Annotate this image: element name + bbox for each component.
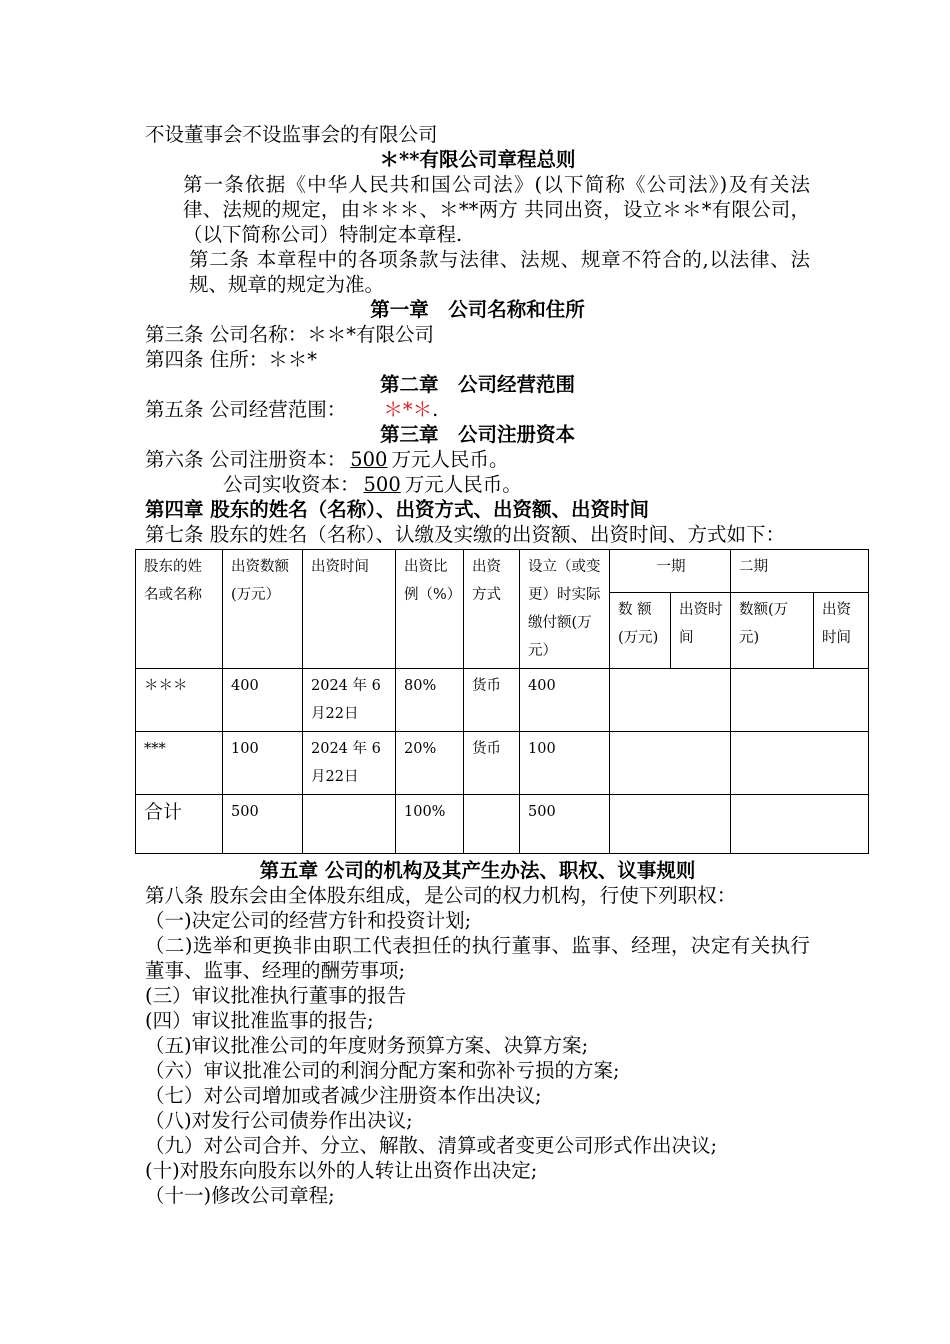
article-4: 第四条 住所：＊＊* <box>145 348 317 371</box>
cell-paid: 400 <box>520 669 610 732</box>
article-5 <box>145 397 810 422</box>
power-item: (四）审议批准监事的报告; <box>145 1009 374 1032</box>
article-5-label: 第五条 公司经营范围： <box>145 398 347 421</box>
col-header-name: 股东的姓名或名称 <box>136 550 223 669</box>
article-5-end: . <box>432 398 439 421</box>
total-ratio: 100% <box>396 795 464 854</box>
document-title: ＊**有限公司章程总则 <box>379 148 576 171</box>
cell-ratio: 80% <box>396 669 464 732</box>
cell-amount: 400 <box>223 669 303 732</box>
chapter-4-heading: 第四章 股东的姓名（名称）、出资方式、出资额、出资时间 <box>145 498 650 521</box>
cell-ratio: 20% <box>396 732 464 795</box>
power-item: （九）对公司合并、分立、解散、清算或者变更公司形式作出决议; <box>145 1134 718 1157</box>
power-item: （六）审议批准公司的利润分配方案和弥补亏损的方案; <box>145 1059 620 1082</box>
document-body <box>144 122 851 1208</box>
total-paid: 500 <box>520 795 610 854</box>
cell-time: 2024 年 6 月22日 <box>303 732 396 795</box>
chapter-2-heading: 第二章 公司经营范围 <box>379 373 575 396</box>
power-item: (十)对股东向股东以外的人转让出资作出决定; <box>145 1159 538 1182</box>
table-row <box>136 669 869 732</box>
chapter-3-heading: 第三章 公司注册资本 <box>379 423 575 446</box>
cell-time: 2024 年 6 月22日 <box>303 669 396 732</box>
paid-in-label: 公司实收资本： <box>223 473 360 496</box>
total-method <box>464 795 520 854</box>
cell-amount: 100 <box>223 732 303 795</box>
shareholder-table <box>135 549 869 854</box>
article-2: 第二条 本章程中的各项条款与法律、法规、规章不符合的,以法律、法规、规章的规定为准。 <box>189 248 810 296</box>
article-7: 第七条 股东的姓名（名称）、认缴及实缴的出资额、出资时间、方式如下： <box>145 523 785 546</box>
business-scope-value: ＊*＊ <box>383 398 433 421</box>
paid-in-capital <box>145 472 810 497</box>
col-header-ratio: 出资比例（%） <box>396 550 464 669</box>
paid-in-unit: 万元人民币。 <box>404 473 522 496</box>
power-item: （七）对公司增加或者减少注册资本作出决议; <box>145 1084 542 1107</box>
cell-phase-1 <box>610 669 731 732</box>
article-6-unit: 万元人民币。 <box>391 448 509 471</box>
registered-capital-value: 500 <box>350 448 388 471</box>
power-item: （一)决定公司的经营方针和投资计划; <box>145 909 472 932</box>
cell-phase-2 <box>731 669 869 732</box>
total-phase-2 <box>731 795 869 854</box>
col-header-amount: 出资数额(万元） <box>223 550 303 669</box>
power-item: (三）审议批准执行董事的报告 <box>145 984 407 1007</box>
total-label: 合计 <box>136 795 223 854</box>
cell-paid: 100 <box>520 732 610 795</box>
total-phase-1 <box>610 795 731 854</box>
chapter-1-heading: 第一章 公司名称和住所 <box>370 298 585 321</box>
col-header-phase-1-time: 出资时间 <box>671 592 731 669</box>
cell-method: 货币 <box>464 732 520 795</box>
article-3: 第三条 公司名称：＊＊*有限公司 <box>145 323 434 346</box>
cell-name: ＊＊＊ <box>136 669 223 732</box>
col-header-time: 出资时间 <box>303 550 396 669</box>
col-header-phase-2: 二期 <box>731 550 869 593</box>
col-header-paid: 设立（或变更）时实际缴付额(万元） <box>520 550 610 669</box>
power-item: （八)对发行公司债券作出决议; <box>145 1109 413 1132</box>
cell-name: *** <box>136 732 223 795</box>
cell-phase-2 <box>731 732 869 795</box>
cell-method: 货币 <box>464 669 520 732</box>
col-header-phase-1: 一期 <box>610 550 731 593</box>
paid-in-capital-value: 500 <box>363 473 401 496</box>
cell-phase-1 <box>610 732 731 795</box>
article-8: 第八条 股东会由全体股东组成，是公司的权力机构，行使下列职权： <box>145 884 737 907</box>
header-line: 不设董事会不设监事会的有限公司 <box>145 123 438 146</box>
table-header-row <box>136 550 869 593</box>
col-header-method: 出资方式 <box>464 550 520 669</box>
table-row <box>136 732 869 795</box>
total-time <box>303 795 396 854</box>
col-header-phase-1-amount: 数 额(万元) <box>610 592 671 669</box>
article-1: 第一条依据《中华人民共和国公司法》(以下简称《公司法》)及有关法律、法规的规定，由＊＊＊、＊**两方 共同出资，设立＊＊*有限公司，（以下简称公司）特制定本章程. <box>183 173 810 246</box>
total-amount: 500 <box>223 795 303 854</box>
table-total-row <box>136 795 869 854</box>
power-item: （五)审议批准公司的年度财务预算方案、决算方案; <box>145 1034 589 1057</box>
col-header-phase-2-amount: 数额(万元) <box>731 592 814 669</box>
power-item: （十一)修改公司章程; <box>145 1184 335 1207</box>
article-6 <box>145 447 810 472</box>
power-item: （二)选举和更换非由职工代表担任的执行董事、监事、经理，决定有关执行董事、监事、经理的酬劳事项; <box>145 934 810 982</box>
col-header-phase-2-time: 出资时间 <box>814 592 869 669</box>
article-6-label: 第六条 公司注册资本： <box>145 448 347 471</box>
chapter-5-heading: 第五章 公司的机构及其产生办法、职权、议事规则 <box>259 859 696 882</box>
